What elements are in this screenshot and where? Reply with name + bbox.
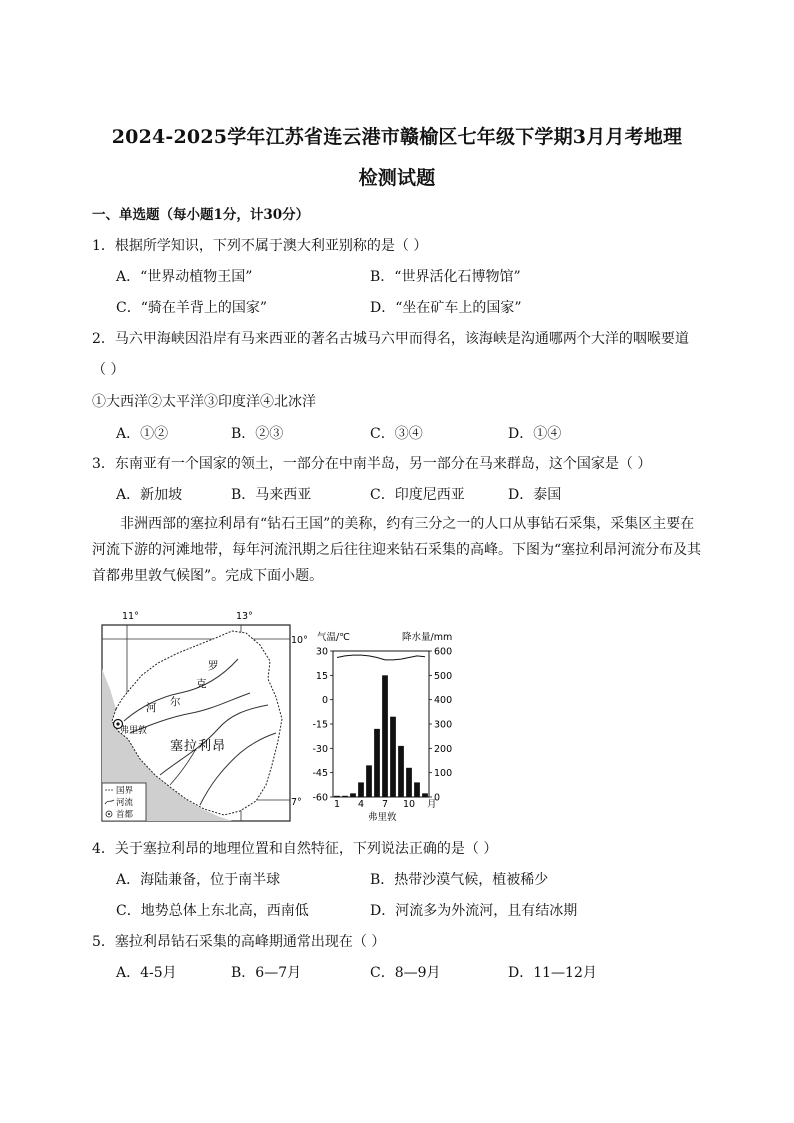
exam-title-line2: 检测试题 [358, 167, 436, 189]
climate-chart [312, 631, 452, 823]
lat-label-7: 7° [291, 797, 302, 808]
temp-tick-label: -45 [312, 768, 328, 780]
figure-svg [100, 609, 453, 829]
legend-capital-dot [108, 813, 110, 815]
country-name: 塞拉利昂 [170, 739, 227, 754]
q3-option-a: A．新加坡 [116, 487, 183, 503]
legend-river-label: 河流 [116, 798, 134, 808]
temp-tick-label: -60 [312, 792, 328, 804]
q3-option-d: D．泰国 [508, 487, 562, 503]
chart-plot-frame [333, 651, 429, 797]
q4-option-b: B．热带沙漠气候，植被稀少 [370, 872, 549, 888]
precip-bar-month-1 [334, 796, 340, 797]
precip-tick-label: 400 [434, 695, 453, 707]
precipitation-ticks [429, 647, 452, 804]
legend-border-label: 国界 [116, 786, 134, 796]
q1-option-b: B．“世界活化石博物馆” [370, 269, 521, 285]
q4-option-a: A．海陆兼备，位于南半球 [116, 872, 281, 888]
month-tick-label: 7 [381, 799, 389, 810]
precip-bar-month-9 [398, 746, 404, 797]
q5-option-d: D．11—12月 [508, 965, 597, 981]
right-axis-label: 降水量/mm [402, 632, 453, 643]
q1-option-a: A．“世界动植物王国” [116, 269, 253, 285]
temp-tick-label: -15 [312, 719, 328, 731]
precip-bar-month-5 [366, 765, 372, 797]
q3-option-b: B．马来西亚 [231, 487, 312, 503]
precip-bar-month-8 [390, 717, 396, 797]
question-3-stem: 3．东南亚有一个国家的领土，一部分在中南半岛，另一部分在马来群岛，这个国家是（ ） [92, 456, 652, 472]
q1-option-c: C．“骑在羊背上的国家” [116, 300, 268, 316]
temp-tick-label: -30 [312, 743, 328, 755]
q2-option-a: A．①② [116, 426, 169, 442]
sierra-leone-map [102, 611, 308, 821]
month-tick-label: 4 [357, 799, 365, 810]
q4-option-c: C．地势总体上东北高，西南低 [116, 903, 309, 919]
x-axis-label: 弗里敦 [368, 812, 397, 823]
capital-name: 弗里敦 [120, 726, 148, 736]
legend-capital-label: 首都 [116, 810, 134, 820]
precip-bar-month-7 [382, 675, 388, 797]
q5-option-a: A．4-5月 [116, 965, 177, 981]
temp-tick-label: 15 [315, 670, 328, 682]
precip-bar-month-11 [414, 782, 420, 797]
question-4-stem: 4．关于塞拉利昂的地理位置和自然特征，下列说法正确的是（ ） [92, 841, 498, 857]
left-axis-label: 气温/℃ [317, 632, 350, 643]
month-tick-label: 1 [333, 799, 341, 810]
temperature-ticks [312, 647, 333, 804]
precip-tick-label: 200 [434, 743, 453, 755]
precip-tick-label: 600 [434, 646, 453, 658]
precip-tick-label: 0 [434, 792, 441, 804]
precip-tick-label: 300 [434, 719, 453, 731]
question-2-stem: 2．马六甲海峡因沿岸有马来西亚的著名古城马六甲而得名，该海峡是沟通哪两个大洋的咽喉要道 [92, 331, 689, 347]
precip-bar-month-6 [374, 729, 380, 797]
q2-option-c: C．③④ [370, 426, 423, 442]
q5-option-b: B．6—7月 [231, 965, 302, 981]
month-ticks [334, 799, 415, 810]
river-name-char-2: 克 [196, 678, 207, 690]
precip-tick-label: 500 [434, 670, 453, 682]
lon-label-13: 13° [236, 611, 253, 622]
precip-tick-label: 100 [434, 768, 453, 780]
exam-title-line1: 2024-2025学年江苏省连云港市赣榆区七年级下学期3月月考地理 [111, 126, 683, 148]
precip-bar-month-10 [406, 768, 412, 797]
figure-map-and-climate [100, 609, 453, 833]
river-name-char-4: 河 [146, 702, 157, 714]
q5-option-c: C．8—9月 [370, 965, 441, 981]
precip-bar-month-12 [422, 793, 428, 797]
river-name-char-1: 罗 [208, 660, 219, 672]
precip-bar-month-2 [342, 796, 348, 797]
month-tick-label: 10 [402, 799, 416, 810]
question-5-stem: 5．塞拉利昂钻石采集的高峰期通常出现在（ ） [92, 934, 386, 950]
temperature-line [337, 655, 425, 660]
lat-label-10: 10° [291, 635, 308, 646]
q1-option-d: D．“坐在矿车上的国家” [370, 300, 522, 316]
lon-label-11: 11° [122, 611, 139, 622]
temp-tick-label: 30 [315, 646, 328, 658]
question-2-stem-bracket: （ ） [92, 362, 125, 378]
question-2-ocean-list: ①大西洋②太平洋③印度洋④北冰洋 [92, 394, 316, 410]
x-unit-label: 月 [427, 799, 437, 810]
precip-bar-month-4 [358, 782, 364, 797]
q2-option-d: D．①④ [508, 426, 562, 442]
q2-option-b: B．②③ [231, 426, 284, 442]
river-name-char-3: 尔 [170, 696, 181, 708]
precipitation-bars [334, 675, 428, 797]
temp-tick-label: 0 [321, 695, 328, 707]
q4-option-d: D．河流多为外流河，且有结冰期 [370, 903, 578, 919]
section-heading: 一、单选题（每小题1分，计30分） [92, 207, 310, 223]
reading-passage: 非洲西部的塞拉利昂有“钻石王国”的美称，约有三分之一的人口从事钻石采集，采集区主要在河流下游的河滩地带，每年河流汛期之后往往迎来钻石采集的高峰。下图为“塞拉利昂河流分布及其首都弗里敦气候图”。完成下面小题。 [92, 516, 702, 584]
question-1-stem: 1．根据所学知识，下列不属于澳大利亚别称的是（ ） [92, 238, 428, 254]
precip-bar-month-3 [350, 793, 356, 797]
q3-option-c: C．印度尼西亚 [370, 487, 465, 503]
